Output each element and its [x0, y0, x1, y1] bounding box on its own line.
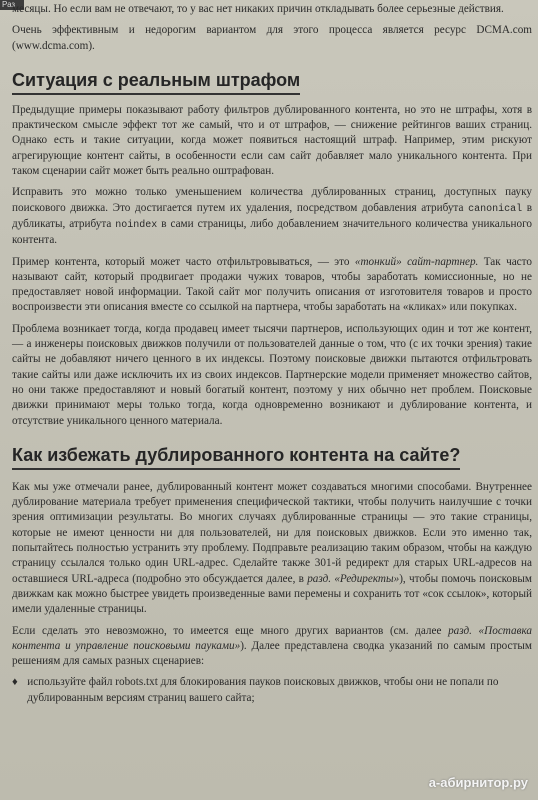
text: Если сделать это невозможно, то имеется еще много других вариантов (см. далее	[12, 624, 449, 637]
paragraph	[12, 185, 532, 248]
paragraph	[12, 255, 532, 316]
section-heading-real-penalty: Ситуация с реальным штрафом	[12, 70, 300, 95]
page-tab: Раз	[0, 0, 24, 10]
text: в дубликаты, атрибута	[12, 201, 532, 230]
text: Как мы уже отмечали ранее, дублированный контент может создаваться многими способами. Внутреннее дублирование материала требует применения специфической тактики, чтобы получить наилучшие с точки зрения оптимизации результаты. Во многих случаях дублированные страницы — это такие страницы, которые не имеют ценности ни для пользователей, ни для поисковых движков. Если это именно так, попытайтесь полностью устранить эту проблему. Подправьте реализацию таким образом, чтобы на каждую страницу ссылался только один URL-адрес. Сделайте также 301-й редирект для старых URL-адресов на оставшиеся URL-адреса (подробно это обсуждается далее, в	[12, 480, 532, 585]
intro-paragraph-2: Очень эффективным и недорогим вариантом для этого процесса является ресурс DCMA.com (www.dcma.com).	[12, 24, 532, 52]
text: Исправить это можно только уменьшением количества дублированных страниц, доступных пауку поискового движка. Это достигается путем их удаления, посредством добавления атрибута	[12, 186, 532, 214]
bullet-symbol: ♦	[12, 676, 18, 689]
bullet-item	[12, 675, 532, 706]
italic-term: «тонкий» сайт-партнер.	[354, 255, 479, 268]
watermark: а-абирнитор.ру	[428, 775, 528, 790]
paragraph: Предыдущие примеры показывают работу фильтров дублированного контента, но это не штрафы, хотя в практическом смысле эффект тот же самый, что и от штрафов, — снижение рейтингов ваших страниц. Однако есть и такие ситуации, когда может появиться настоящий штраф. Например, этим рискуют агрегирующие контент сайты, в особенности если сам сайт добавляет мало уникального контента. При таком сценарии сайт может быть реально оштрафован.	[12, 103, 532, 178]
italic-reference: разд. «Поставка контента и управление поисковыми пауками»	[12, 624, 533, 652]
paragraph	[12, 480, 532, 618]
text: Так часто называют сайт, который продвигает продажи чужих товаров, чтобы заработать комиссионные, но не предоставляет новой информации. Такой сайт мог получить описания от изготовителя товаров и просто воспроизвести эти описания вместе со ссылкой на партнера, чтобы заработать на «кликах» или покупках.	[12, 255, 532, 314]
paragraph	[12, 624, 532, 670]
italic-reference: разд. «Редиректы»	[307, 572, 400, 585]
text: Пример контента, который может часто отфильтровываться, — это	[12, 255, 355, 268]
text: ). Далее представлена сводка указаний по самым простым решениям для самых разных сценариев:	[12, 639, 533, 668]
code-noindex: noindex	[115, 219, 158, 231]
intro-paragraph-1: месяцы. Но если вам не отвечают, то у вас нет никаких причин откладывать более серьезные действия.	[12, 3, 504, 15]
section-heading-avoid-duplicates: Как избежать дублированного контента на сайте?	[12, 445, 460, 470]
code-canonical: canonical	[468, 203, 523, 215]
bullet-text: используйте файл robots.txt для блокирования пауков поисковых движков, чтобы они не попали по дублированным версиям страниц вашего сайта;	[27, 676, 499, 704]
paragraph: Проблема возникает тогда, когда продавец имеет тысячи партнеров, использующих один и тот же контент, — а инженеры поисковых движков получили от пользователей данные о том, что (с их точки зрения) такие сайты не добавляют ничего ценного в их индексы. Поэтому поисковые движки пытаются отфильтровать такие сайты или даже исключить их из своих индексов. Партнерские модели применяет множество сайтов, но они также предоставляют и новый богатый контент, поэтому у них обычно нет проблем. Поисковые движки принимают меры только тогда, когда одновременно возникают и дублирование контента, и отсутствие уникального ценного материала.	[12, 322, 532, 427]
text: ), чтобы помочь поисковым движкам как можно быстрее увидеть произведенные вами перемены и сохранить тот «сок ссылок», который имели удаленные страницы.	[12, 572, 533, 616]
text: в сами страницы, либо добавлением значительного количества уникального контента.	[12, 217, 532, 247]
page-content	[12, 2, 532, 706]
